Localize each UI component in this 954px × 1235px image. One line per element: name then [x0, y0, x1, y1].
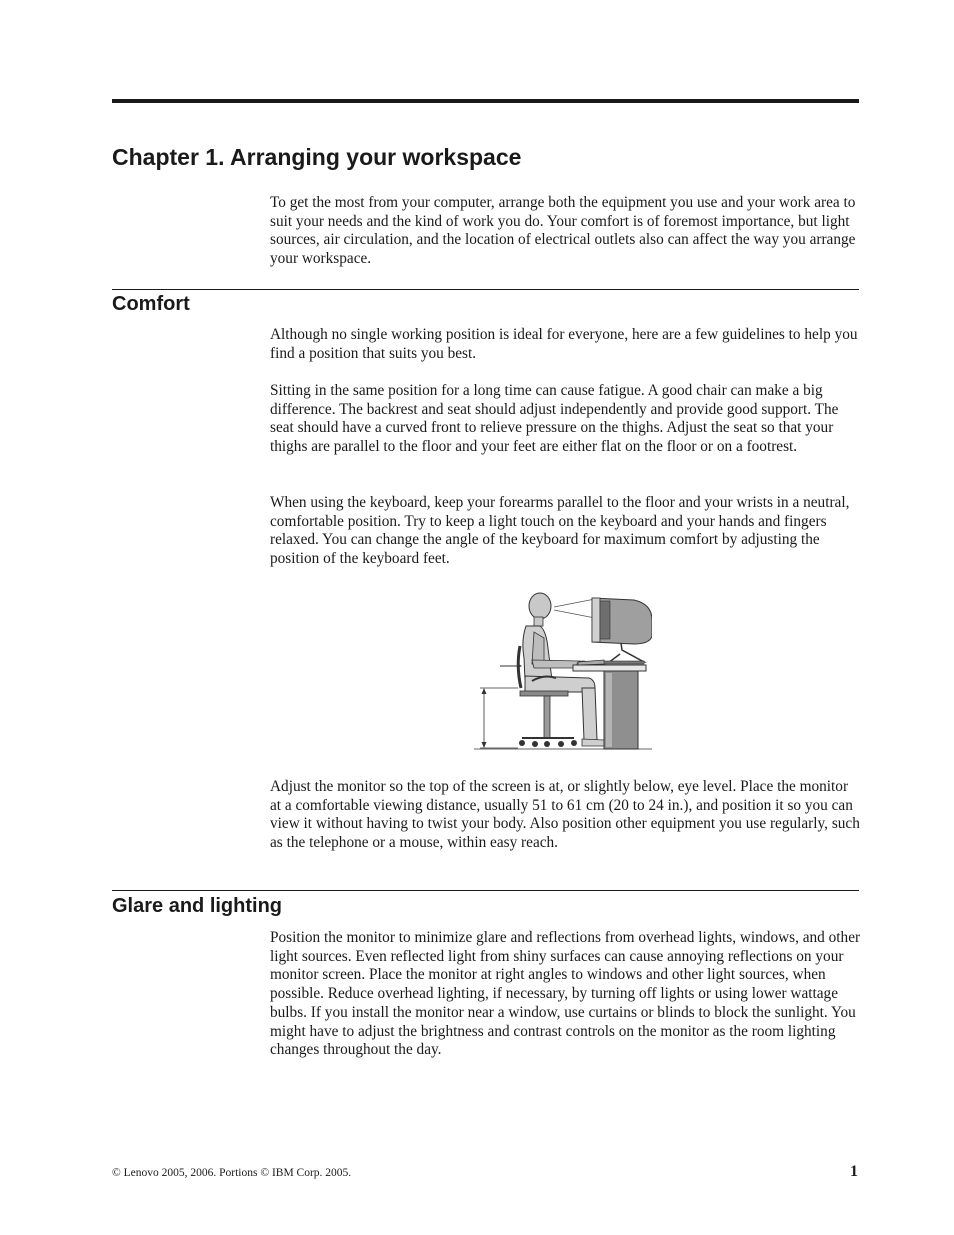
workstation-posture-illustration: [474, 588, 652, 754]
comfort-paragraph: Although no single working position is ideal for everyone, here are a few guidelines to help you find a position that suits you best.: [270, 326, 858, 362]
glare-section-rule: [112, 890, 859, 891]
glare-paragraph: Position the monitor to minimize glare and reflections from overhead lights, windows, and other light sources. Even reflected light from shiny surfaces can cause annoying reflections on your monitor screen. Place the monitor at right angles to windows and other light sources, when possible. Reduce overhead lighting, if necessary, by turning off lights or using lower wattage bulbs. If you install the monitor near a window, use curtains or blinds to block the sunlight. You might have to adjust the brightness and contrast controls on the monitor as the room lighting changes throughout the day.: [270, 929, 861, 1059]
comfort-paragraph: When using the keyboard, keep your forearms parallel to the floor and your wrists in a neutral, comfortable position. Try to keep a light touch on the keyboard and your hands and fingers relaxed. You can change the angle of the keyboard for maximum comfort by adjusting the position of the keyboard feet.: [270, 494, 850, 568]
glare-heading: Glare and lighting: [112, 895, 283, 917]
comfort-paragraph: Adjust the monitor so the top of the screen is at, or slightly below, eye level. Place the monitor at a comfortable viewing distance, usually 51 to 61 cm (20 to 24 in.), and position it so you can view it without having to twist your body. Also position other equipment you use regularly, such as the telephone or a mouse, within easy reach.: [270, 778, 860, 852]
chapter-title: Chapter 1. Arranging your workspace: [112, 144, 522, 170]
comfort-paragraph: Sitting in the same position for a long time can cause fatigue. A good chair can make a big difference. The backrest and seat should adjust independently and provide good support. The seat should have a curved front to relieve pressure on the thighs. Adjust the seat so that your thighs are parallel to the floor and your feet are either flat on the floor or on a footrest.: [270, 382, 839, 456]
chapter-top-rule: [112, 99, 859, 103]
footer-copyright: © Lenovo 2005, 2006. Portions © IBM Corp. 2005.: [112, 1167, 352, 1179]
comfort-section-rule: [112, 289, 859, 290]
chapter-intro-paragraph: To get the most from your computer, arrange both the equipment you use and your work area to suit your needs and the kind of work you do. Your comfort is of foremost importance, but light sources, air circulation, and the location of electrical outlets also can affect the way you arrange your workspace.: [270, 194, 856, 268]
comfort-heading: Comfort: [112, 293, 190, 315]
page-number: 1: [850, 1163, 858, 1180]
